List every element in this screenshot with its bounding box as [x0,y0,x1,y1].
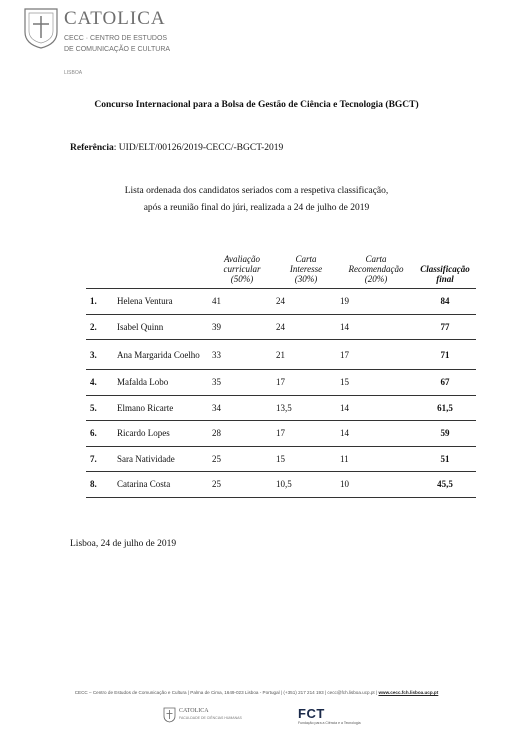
rank-cell: 2. [90,321,97,332]
interesse-cell: 21 [276,349,285,360]
logo-name: CATOLICA [64,8,166,29]
curricular-cell: 34 [212,402,221,413]
footer-contact [0,690,513,695]
table-row [86,314,476,340]
final-cell: 61,5 [437,402,453,413]
header-final: Classificação final [420,264,470,284]
recomendacao-cell: 15 [340,377,349,388]
rank-cell: 4. [90,377,97,388]
table-row [86,340,476,370]
footer-url-link[interactable]: www.cecc.fch.lisboa.ucp.pt [378,690,439,695]
reference-value: : UID/ELT/00126/2019-CECC/-BGCT-2019 [113,143,284,153]
recomendacao-cell: 10 [340,479,349,490]
final-cell: 51 [440,453,450,464]
document-title: Concurso Internacional para a Bolsa de Gestão de Ciência e Tecnologia (BGCT) [94,100,419,110]
curricular-cell: 41 [212,296,221,307]
final-cell: 84 [440,296,450,307]
place-and-date: Lisboa, 24 de julho de 2019 [70,539,177,549]
name-cell: Mafalda Lobo [117,377,169,388]
footer-logo2-name: FCT [298,706,325,721]
table-row [86,370,476,396]
interesse-cell: 10,5 [276,479,292,490]
curricular-cell: 25 [212,479,221,490]
rank-cell: 1. [90,296,97,307]
table-row [86,421,476,447]
rank-cell: 7. [90,453,97,464]
final-cell: 45,5 [437,479,453,490]
results-table [86,252,476,498]
intro-line-1: Lista ordenada dos candidatos seriados com a respetiva classificação, [124,186,389,196]
recomendacao-cell: 19 [340,296,349,307]
logo-city: LISBOA [64,70,83,76]
rank-cell: 6. [90,428,97,439]
footer-logo2-subtitle: Fundação para a Ciência e a Tecnologia [298,721,361,725]
curricular-cell: 39 [212,321,221,332]
table-row [86,395,476,421]
interesse-cell: 24 [276,321,285,332]
intro-line-2: após a reunião final do júri, realizada a 24 de julho de 2019 [143,203,370,213]
header-curricular: Avaliação curricular (50%) [223,254,261,284]
name-cell: Catarina Costa [117,479,171,490]
final-cell: 71 [440,349,450,360]
recomendacao-cell: 14 [340,321,349,332]
curricular-cell: 35 [212,377,221,388]
rank-cell: 3. [90,349,97,360]
name-cell: Helena Ventura [117,296,173,307]
interesse-cell: 17 [276,428,285,439]
rank-cell: 5. [90,402,97,413]
curricular-cell: 33 [212,349,221,360]
catolica-cecc-logo [22,6,222,76]
header-empty-rank [86,252,113,289]
final-cell: 59 [440,428,450,439]
footer-logo1-name: CATOLICA [179,708,209,714]
recomendacao-cell: 14 [340,428,349,439]
recomendacao-cell: 11 [340,453,349,464]
recomendacao-cell: 14 [340,402,349,413]
reference-label: Referência [70,143,114,153]
header-empty-name [113,252,210,289]
recomendacao-cell: 17 [340,349,349,360]
header-recomendacao: Carta Recomendação (20%) [348,254,404,284]
table-row [86,446,476,472]
curricular-cell: 25 [212,453,221,464]
name-cell: Ana Margarida Coelho [117,349,200,360]
footer-seal-icon [163,707,176,723]
footer-fct-logo [298,706,368,728]
name-cell: Elmano Ricarte [117,402,174,413]
table-header-row [86,252,476,289]
rank-cell: 8. [90,479,97,490]
table-row [86,472,476,498]
footer-contact-text: CECC – Centro de Estudos de Comunicação e Cultura | Palma de Cima, 1649-023 Lisboa - Portugal | (+351) 217 214 193 | cecc@fch.lisboa.ucp.pt | [74,690,378,695]
interesse-cell: 17 [276,377,285,388]
interesse-cell: 15 [276,453,285,464]
name-cell: Isabel Quinn [117,321,164,332]
interesse-cell: 13,5 [276,402,292,413]
logo-subtitle-line1: CECC · CENTRO DE ESTUDOS [64,35,168,42]
logo-subtitle-line2: DE COMUNICAÇÃO E CULTURA [64,46,171,53]
name-cell: Ricardo Lopes [117,428,170,439]
header-interesse: Carta Interesse (30%) [289,254,323,284]
reference-line [70,143,283,153]
table-row [86,289,476,315]
interesse-cell: 24 [276,296,285,307]
curricular-cell: 28 [212,428,221,439]
final-cell: 67 [440,377,450,388]
university-seal-icon [22,6,60,50]
footer-catolica-logo [163,707,242,727]
name-cell: Sara Natividade [117,453,175,464]
final-cell: 77 [440,321,450,332]
footer-logo1-subtitle: FACULDADE DE CIÊNCIAS HUMANAS [179,716,242,720]
